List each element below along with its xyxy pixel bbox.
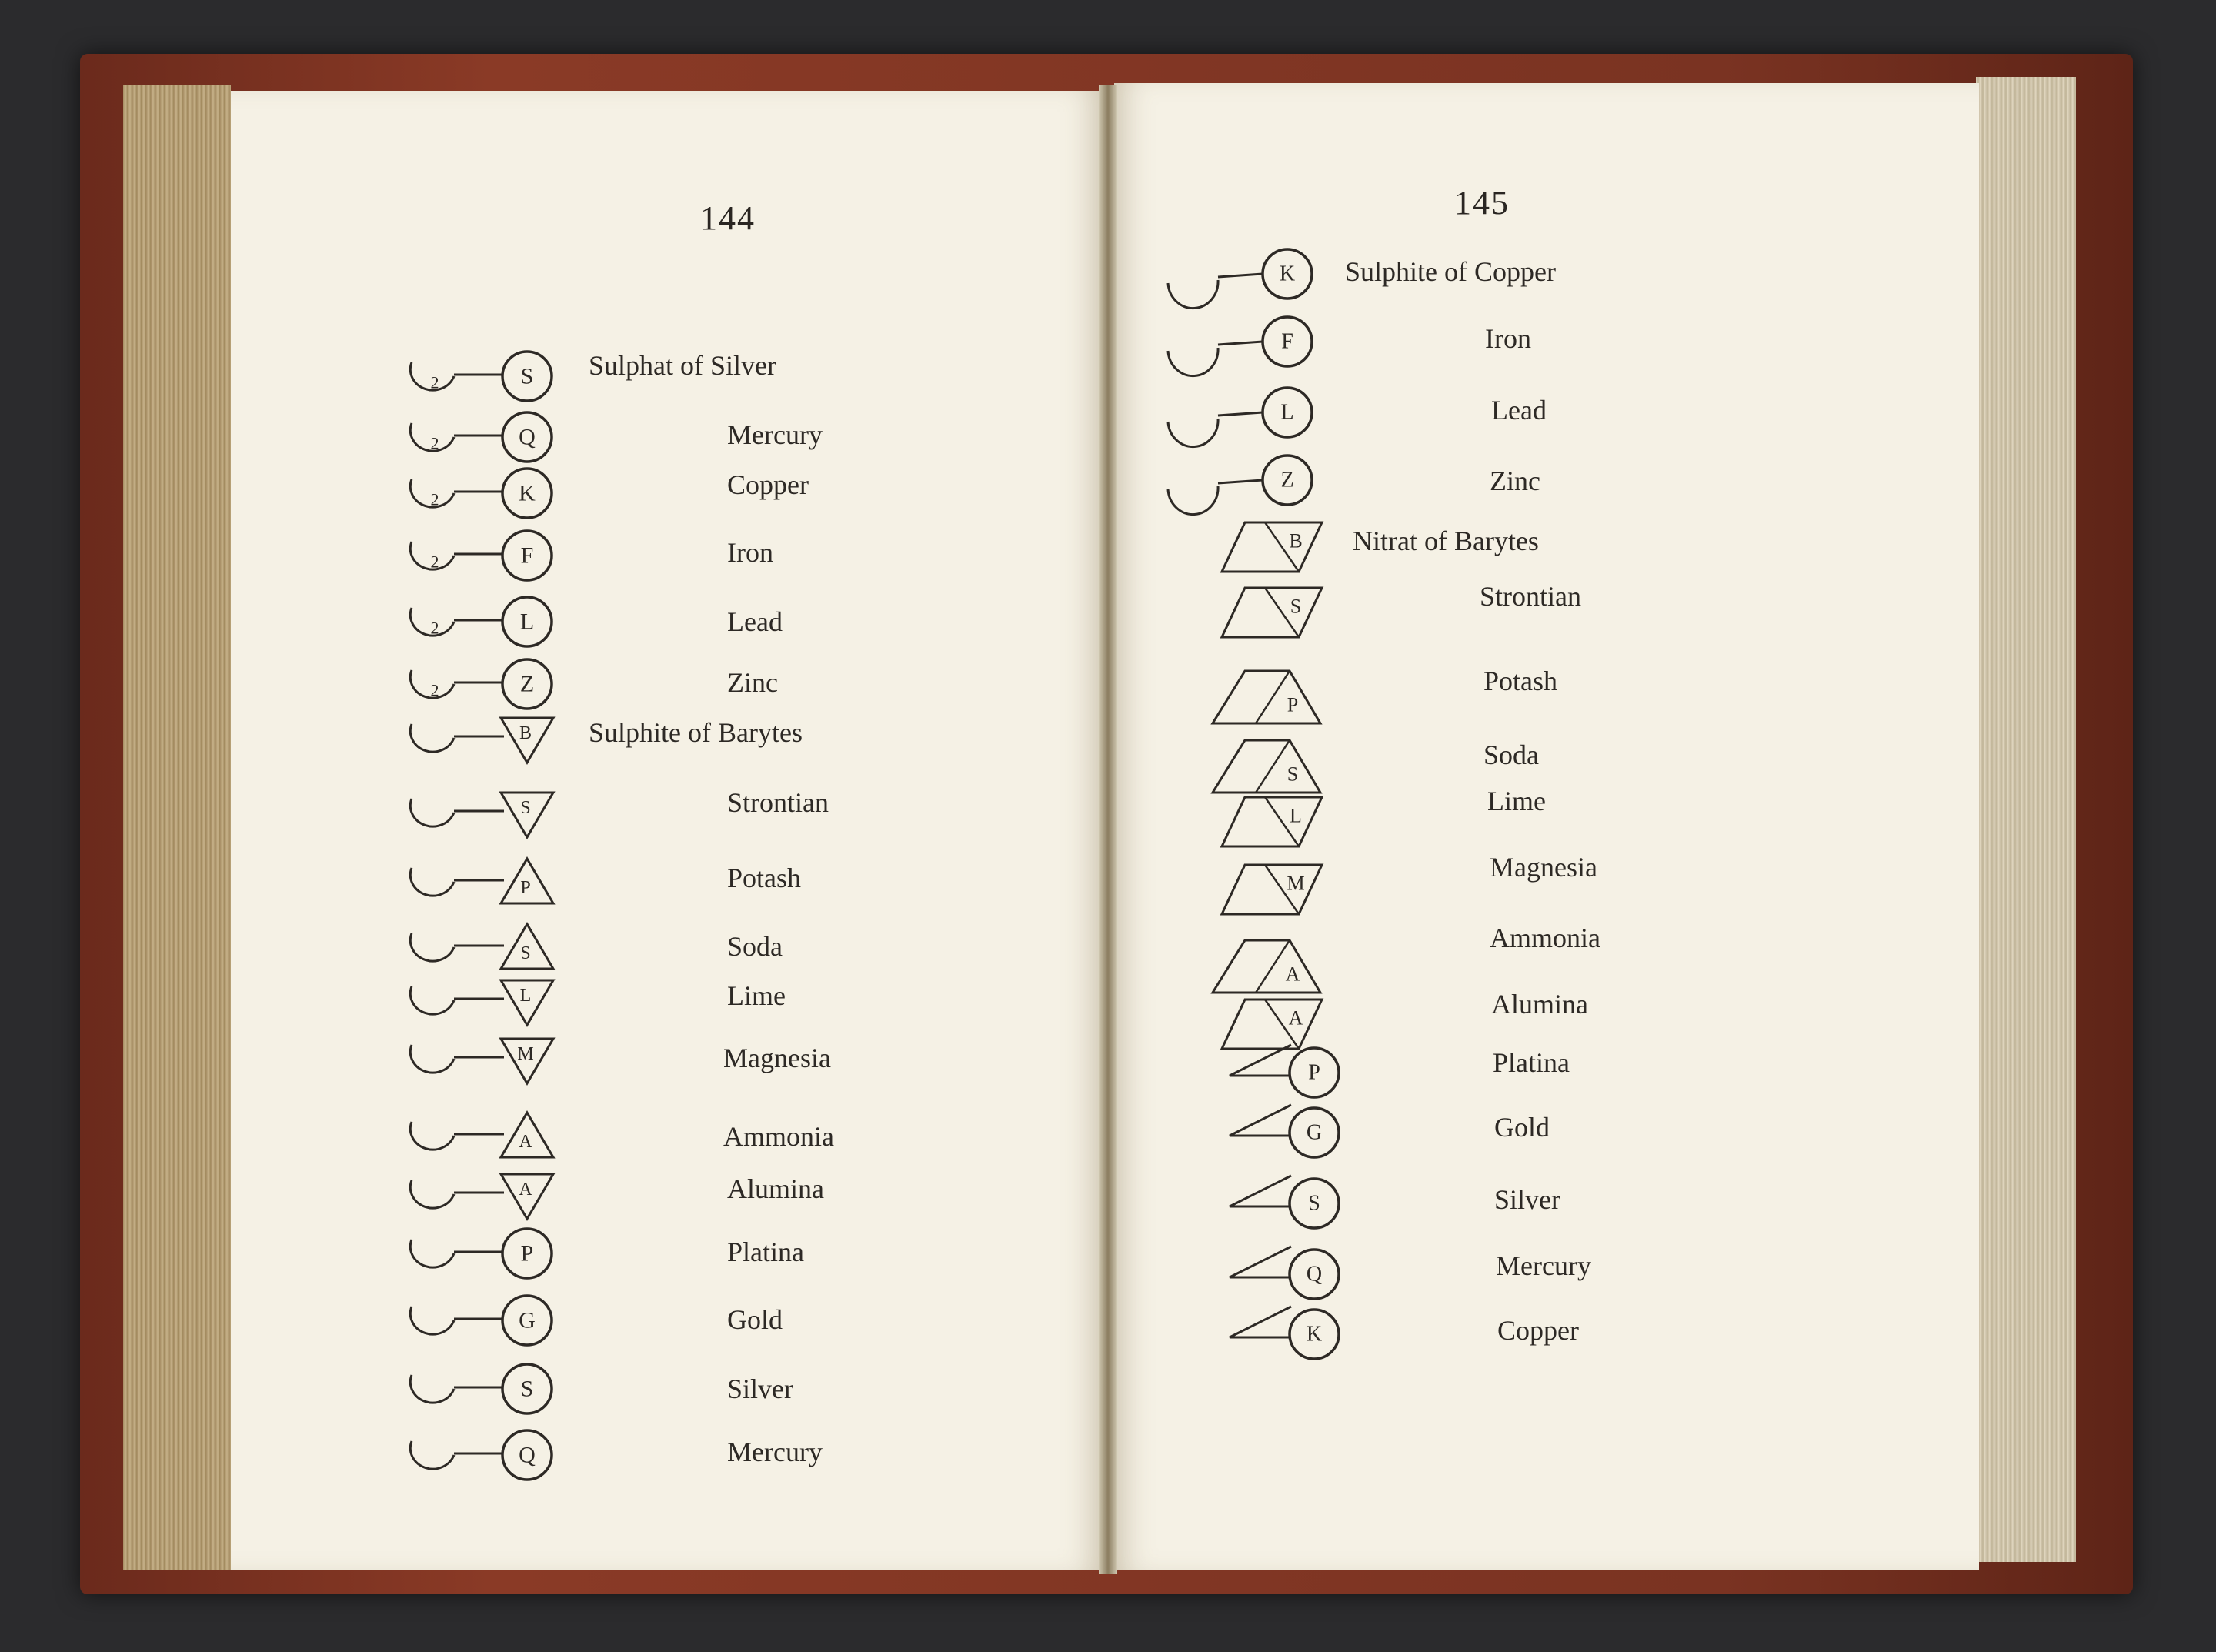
symbol	[410, 1430, 552, 1480]
symbol	[410, 859, 553, 903]
symbol-letter: S	[520, 943, 531, 963]
symbol-letter: Q	[1306, 1262, 1323, 1287]
symbol-letter: K	[1306, 1322, 1323, 1347]
symbol-letter: G	[519, 1307, 536, 1333]
symbol-letter: P	[1287, 693, 1299, 716]
symbol-letter: S	[520, 798, 531, 818]
symbol-letter: A	[519, 1132, 532, 1152]
symbol-letter: P	[1308, 1060, 1320, 1085]
left-page	[231, 91, 1102, 1570]
symbol-letter: A	[519, 1180, 532, 1200]
entry-label: Sulphat of Silver	[589, 350, 776, 381]
symbol	[1230, 1176, 1339, 1228]
symbol	[1222, 588, 1322, 637]
symbol	[1168, 317, 1312, 376]
entry-label: Silver	[1494, 1184, 1560, 1215]
symbol-letter: Z	[1280, 468, 1294, 492]
entry-label: Sulphite of Barytes	[589, 717, 803, 748]
symbol-letter: S	[1287, 763, 1299, 786]
entry-label: Ammonia	[1490, 923, 1600, 953]
symbol-letter: K	[519, 480, 536, 506]
symbol-letter: S	[1290, 595, 1302, 618]
entry-label: Gold	[1494, 1112, 1550, 1143]
parallelogram-symbol	[1222, 865, 1322, 914]
symbol	[410, 1113, 553, 1157]
entry-label: Soda	[727, 931, 783, 962]
symbol-letter: P	[520, 1240, 534, 1267]
entry-label: Mercury	[727, 1437, 823, 1467]
symbol	[1230, 1105, 1339, 1157]
symbol	[410, 718, 553, 763]
parallelogram-symbol	[1222, 797, 1322, 846]
entry-label: Copper	[727, 469, 809, 500]
entry-label: Potash	[1483, 666, 1558, 696]
entry-label: Lead	[1491, 395, 1547, 426]
symbol	[410, 980, 553, 1025]
symbol-letter: L	[1290, 804, 1302, 827]
symbol	[410, 1364, 552, 1413]
entry-label: Platina	[727, 1236, 804, 1267]
symbols-column	[1114, 83, 1979, 1570]
symbol	[1230, 1045, 1339, 1097]
entry-label: Mercury	[727, 419, 823, 450]
symbols-column	[231, 91, 1102, 1570]
symbol	[1222, 865, 1322, 914]
symbol	[410, 1229, 552, 1278]
entry-label: Silver	[727, 1373, 793, 1404]
symbol-letter: G	[1306, 1120, 1323, 1145]
entry-label: Gold	[727, 1304, 783, 1335]
symbol-letter: L	[519, 986, 532, 1006]
entry-label: Lime	[1487, 786, 1546, 816]
symbol	[1168, 388, 1312, 447]
parallelogram-symbol	[1213, 671, 1320, 723]
entry-label: Alumina	[1491, 989, 1588, 1020]
book-gutter	[1099, 85, 1117, 1574]
symbol	[410, 793, 553, 837]
right-page	[1114, 83, 1979, 1570]
count-number: 2	[430, 433, 439, 453]
parallelogram-symbol	[1222, 522, 1322, 572]
page-number: 144	[700, 199, 756, 237]
symbol-letter: P	[520, 878, 531, 898]
entry-label: Strontian	[1480, 581, 1581, 612]
entry-label: Zinc	[727, 667, 778, 698]
entry-label: Magnesia	[1490, 852, 1597, 883]
symbol	[410, 659, 552, 709]
entry-label: Copper	[1497, 1315, 1579, 1346]
symbol	[1213, 740, 1320, 793]
symbol-letter: B	[519, 723, 532, 743]
symbol-letter: Q	[519, 424, 536, 450]
symbol	[410, 924, 553, 969]
symbol	[410, 469, 552, 518]
parallelogram-symbol	[1213, 940, 1320, 993]
page-number: 145	[1454, 184, 1510, 222]
symbol	[1168, 456, 1312, 515]
symbol-letter: S	[1308, 1191, 1320, 1216]
symbol-letter: B	[1289, 529, 1303, 552]
entry-label: Platina	[1493, 1047, 1570, 1078]
symbol	[1222, 522, 1322, 572]
symbol	[410, 1296, 552, 1345]
symbol-letter: S	[520, 1376, 534, 1402]
symbol	[1230, 1247, 1339, 1299]
symbol-letter: A	[1285, 963, 1300, 986]
count-number: 2	[430, 372, 439, 392]
entry-label: Iron	[727, 537, 773, 568]
symbol	[410, 352, 552, 401]
symbol-letter: M	[1287, 872, 1305, 895]
symbol-letter: S	[520, 363, 534, 389]
symbol	[410, 1174, 553, 1219]
symbol-letter: A	[1288, 1006, 1303, 1030]
entry-label: Magnesia	[723, 1043, 831, 1073]
entry-label: Sulphite of Copper	[1345, 256, 1556, 287]
count-number: 2	[430, 618, 439, 638]
symbol	[1168, 249, 1312, 309]
symbol	[1213, 671, 1320, 723]
page-edges-left	[123, 85, 231, 1570]
symbol	[410, 531, 552, 580]
symbol	[410, 412, 552, 462]
symbol-letter: L	[519, 609, 535, 635]
parallelogram-symbol	[1222, 588, 1322, 637]
entry-label: Zinc	[1490, 466, 1540, 496]
entry-label: Potash	[727, 863, 802, 893]
symbol	[410, 597, 552, 646]
count-number: 2	[430, 680, 439, 700]
symbol-letter: F	[520, 542, 534, 569]
entry-label: Mercury	[1496, 1250, 1591, 1281]
entry-label: Iron	[1485, 323, 1531, 354]
entry-label: Soda	[1483, 739, 1539, 770]
count-number: 2	[430, 552, 439, 572]
entry-label: Lime	[727, 980, 786, 1011]
symbol-letter: M	[517, 1044, 534, 1064]
symbol	[1222, 797, 1322, 846]
parallelogram-symbol	[1222, 1000, 1322, 1049]
symbol-letter: K	[1279, 262, 1296, 286]
entry-label: Nitrat of Barytes	[1353, 526, 1539, 556]
entry-label: Ammonia	[723, 1121, 834, 1152]
entry-label: Strontian	[727, 787, 829, 818]
page-edges-right	[1976, 77, 2076, 1562]
symbol	[1222, 1000, 1322, 1049]
symbol-letter: Z	[519, 671, 535, 697]
symbol-letter: L	[1280, 400, 1294, 425]
symbol	[1230, 1307, 1339, 1359]
entry-label: Alumina	[727, 1173, 824, 1204]
entry-label: Lead	[727, 606, 783, 637]
parallelogram-symbol	[1213, 740, 1320, 793]
symbol-letter: F	[1281, 329, 1293, 354]
symbol	[410, 1039, 553, 1083]
symbol-letter: Q	[519, 1442, 536, 1468]
count-number: 2	[430, 489, 439, 509]
symbol	[1213, 940, 1320, 993]
